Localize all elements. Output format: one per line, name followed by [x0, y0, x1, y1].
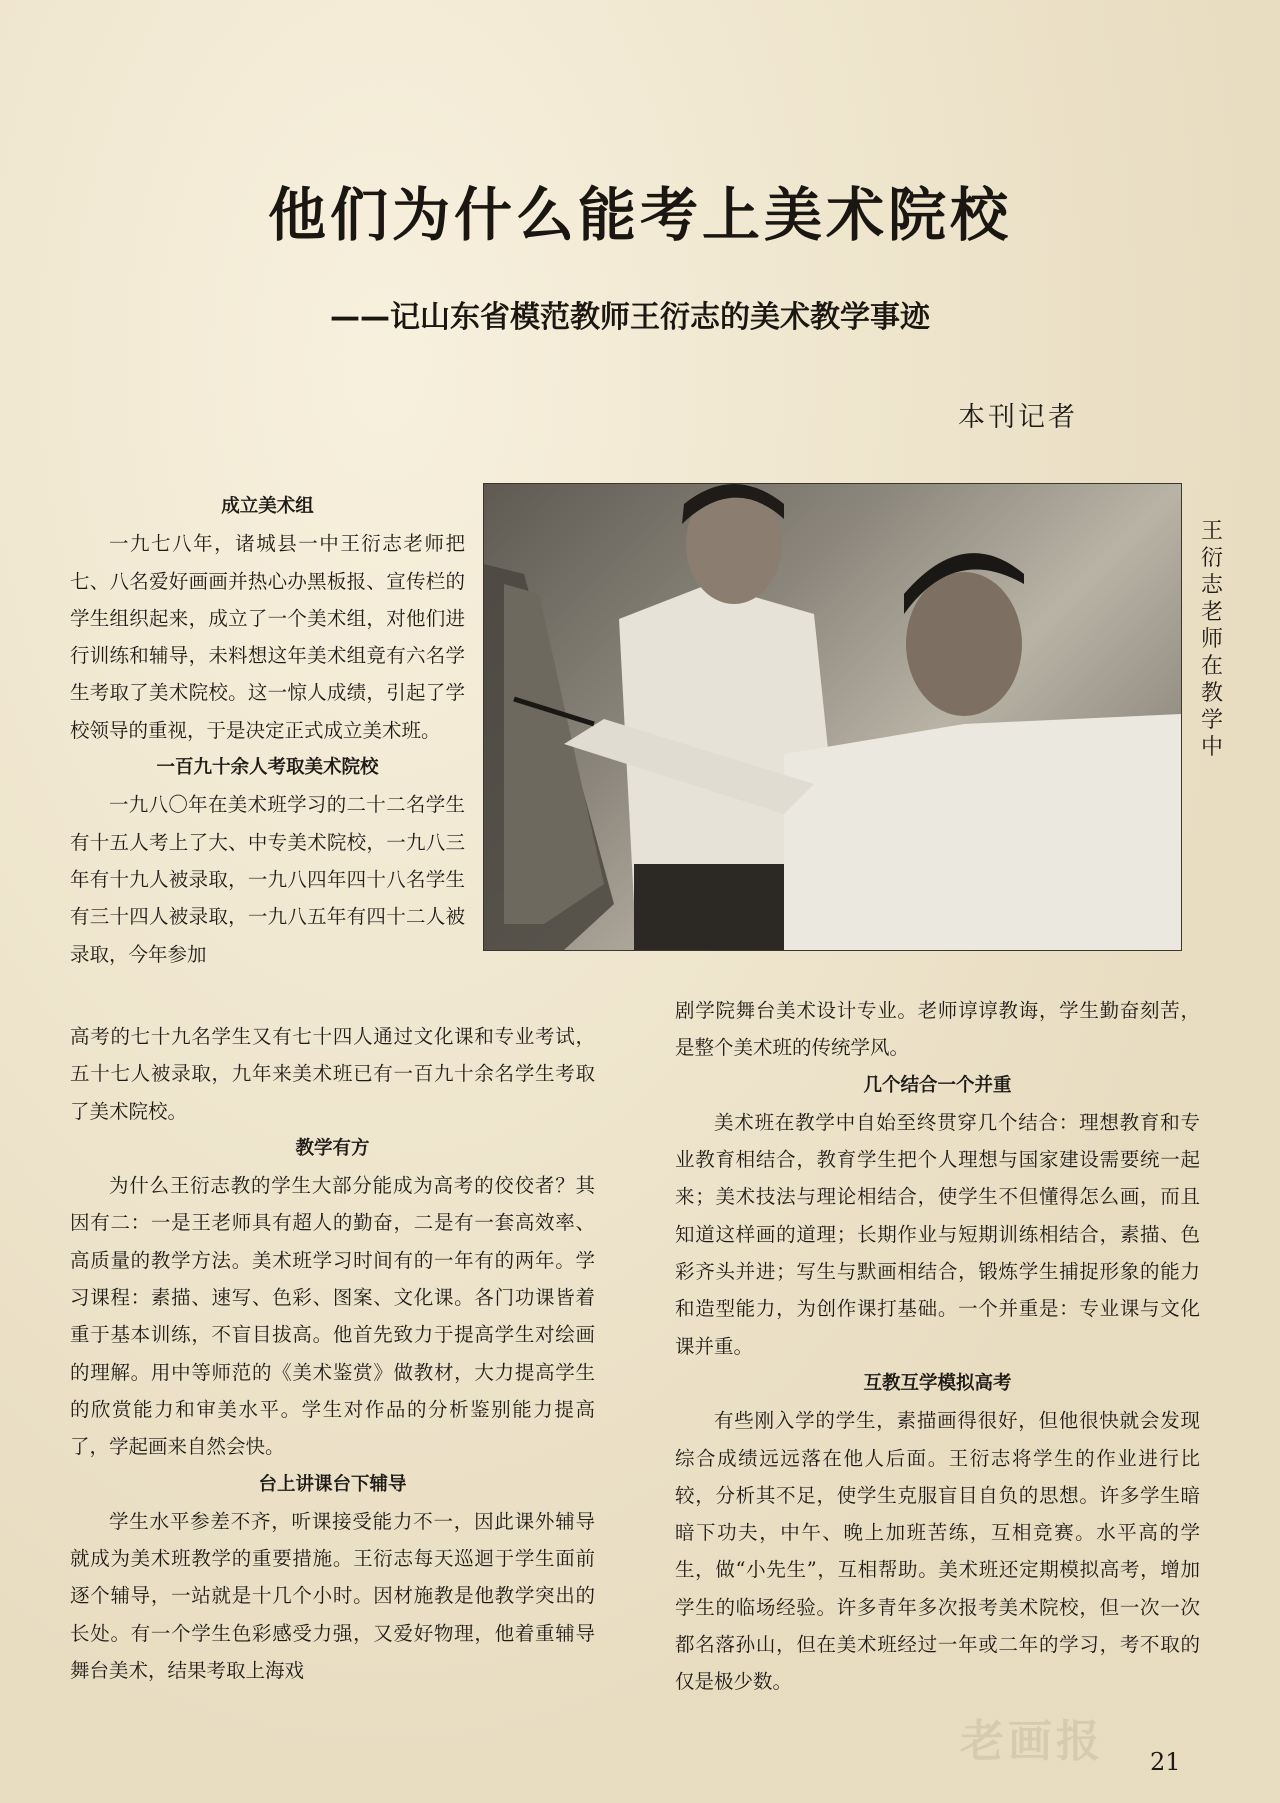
photo-illustration — [484, 484, 1181, 950]
section-heading-2: 一百九十余人考取美术院校 — [156, 757, 379, 779]
section-paragraph-6: 有些刚入学的学生，素描画得很好，但他很快就会发现综合成绩远远落在他人后面。王衍志将学生的作业进行比较，分析其不足，使学生克服盲目自负的思想。许多学生暗暗下功夫，中午、晚上加班苦练，互相竞赛。水平高的学生，做“小先生”，互相帮助。美术班还定期模拟高考，增加学生的临场经验。许多青年多次报考美术院校，但一次一次都名落孙山，但在美术班经过一年或二年的学习，考不取的仅是极少数。 — [675, 1409, 1200, 1694]
left-column-upper — [70, 488, 465, 973]
section-heading-6: 互教互学模拟高考 — [863, 1372, 1012, 1394]
page-number: 21 — [1150, 1748, 1181, 1776]
section-paragraph-3: 为什么王衍志教的学生大部分能成为高考的佼佼者？其因有二：一是王老师具有超人的勤奋，二是有一套高效率、高质量的教学方法。美术班学习时间有的一年有的两年。学习课程：素描、速写、色彩、图案、文化课。各门功课皆着重于基本训练，不盲目拔高。他首先致力于提高学生对绘画的理解。用中等师范的《美术鉴赏》做教材，大力提高学生的欣赏能力和审美水平。学生对作品的分析鉴别能力提高了，学起画来自然会快。 — [70, 1174, 595, 1459]
section-paragraph-2b: 高考的七十九名学生又有七十四人通过文化课和专业考试，五十七人被录取，九年来美术班已有一百九十余名学生考取了美术院校。 — [70, 1025, 595, 1123]
section-paragraph-2a: 一九八〇年在美术班学习的二十二名学生有十五人考上了大、中专美术院校，一九八三年有十九人被录取，一九八四年四十八名学生有三十四人被录取，一九八五年有四十二人被录取，今年参加 — [70, 793, 465, 966]
section-heading-4: 台上讲课台下辅导 — [258, 1473, 407, 1495]
article-title: 他们为什么能考上美术院校 — [267, 181, 1012, 249]
section-heading-1: 成立美术组 — [221, 496, 314, 517]
section-paragraph-1: 一九七八年，诸城县一中王衍志老师把七、八名爱好画画并热心办黑板报、宣传栏的学生组织起来，成立了一个美术组，对他们进行训练和辅导，未料想这年美术组竟有六名学生考取了美术院校。这一惊人成绩，引起了学校领导的重视，于是决定正式成立美术班。 — [70, 532, 465, 742]
watermark: 老画报 — [960, 1716, 1104, 1767]
section-heading-3: 教学有方 — [295, 1137, 370, 1159]
section-paragraph-4: 学生水平参差不齐，听课接受能力不一，因此课外辅导就成为美术班教学的重要措施。王衍志每天巡迴于学生面前逐个辅导，一站就是十几个小时。因材施教是他教学突出的长处。有一个学生色彩感受力强，又爱好物理，他着重辅导舞台美术，结果考取上海戏 — [70, 1509, 595, 1683]
photo-caption: 王衍志老师在教学中 — [1200, 519, 1223, 760]
section-heading-5: 几个结合一个并重 — [863, 1074, 1012, 1096]
article-photo — [483, 483, 1182, 951]
section-paragraph-4-cont: 剧学院舞台美术设计专业。老师谆谆教诲，学生勤奋刻苦，是整个美术班的传统学风。 — [675, 999, 1200, 1060]
right-column — [675, 992, 1200, 1701]
section-paragraph-5: 美术班在教学中自始至终贯穿几个结合：理想教育和专业教育相结合，教育学生把个人理想与国家建设需要统一起来；美术技法与理论相结合，使学生不但懂得怎么画，而且知道这样画的道理；长期作业与短期训练相结合，素描、色彩齐头并进；写生与默画相结合，锻炼学生捕捉形象的能力和造型能力，为创作课打基础。一个并重是：专业课与文化课并重。 — [675, 1110, 1200, 1358]
byline: 本刊记者 — [958, 402, 1078, 433]
article-subtitle: ——记山东省模范教师王衍志的美术教学事迹 — [330, 300, 930, 335]
left-column-lower — [70, 1018, 595, 1689]
